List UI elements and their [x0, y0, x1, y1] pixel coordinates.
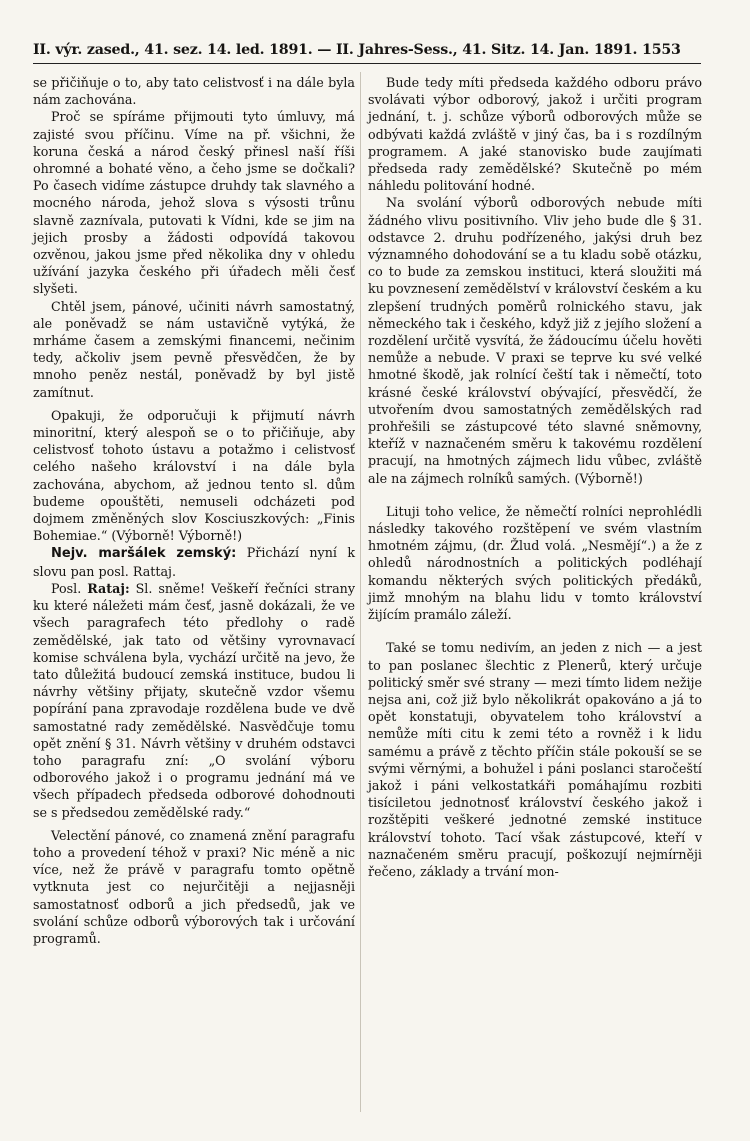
paragraph: Bude tedy míti předseda každého odboru právo svolávati výbor odborový, jakož i určiti program jednání, t. j. schůze výborů odborových může se odbývati každá zvláště v jiný čas, ba i s rozdílným programem. A jaké stanovisko bude zaujímati předseda rady zemědělské? Skutečně po mém náhledu politování hodné.	[368, 75, 702, 194]
paragraph: se přičiňuje o to, aby tato celistvosť i na dále byla nám zachována.	[33, 75, 355, 108]
paragraph: Proč se spíráme přijmouti tyto úmluvy, má zajisté svou příčinu. Víme na př. všichni, že koruna česká a národ český přinesl naší říši ohromné a bohaté věno, a čeho jsme se dočkali? Po časech vidíme zástupce druhdy tak slavného a mocného národa, jehož slova s výsosti trůnu slavně zaznívala, putovati k Vídni, kde se jim na jejich prosby a žádosti odpovídá takovou ozvěnou, jakou jsme před několika dny v ohledu užívání jazyka českého při úřadech měli česť slyšeti.	[33, 109, 355, 297]
paragraph: Lituji toho velice, že němečtí rolníci neprohlédli následky takového rozštěpení ve svém vlastním hmotném zájmu, (dr. Žlud volá. „Nesmějí“.) a že z ohledů národnostních a politických podléhají komandu některých svých politických předáků, jimž mnohým na blahu lidu v tomto království žijícím pramálo záleží.	[368, 503, 702, 623]
paragraph: Také se tomu nedivím, an jeden z nich — a jest to pan poslanec šlechtic z Plenerů, který určuje politický směr své strany — mezi tímto lidem nežije nejsa ani, což již bylo několikrát opakováno a já to opět konstatuji, obyvatelem toho království a nemůže míti citu k zemi této a rovněž i k lidu samému a právě z těchto příčin stále pokouší se se svými věrnými, a bohužel i páni poslanci staročeští jakož i páni velkostatkáři pomáhajímu rozbiti tisíciletou jednotnosť království českého jakož i rozštěpiti veškeré jednotné zemské instituce království tohoto. Tací však zástupcové, kteří v naznačeném směru pracují, poškozují nejmírněji řečeno, základy a trvání mon-	[368, 640, 702, 879]
right-column	[368, 74, 702, 880]
speech-paragraph	[33, 544, 355, 579]
speaker-prefix: Posl.	[51, 580, 88, 596]
speech-paragraph	[33, 580, 355, 821]
speech-text: Přichází nyní k slovu pan posl. Rattaj.	[33, 545, 356, 579]
speaker-name: Nejv. maršálek zemský:	[51, 546, 237, 562]
left-column	[33, 74, 355, 947]
header-rule	[33, 63, 701, 64]
speaker-name: Rataj:	[87, 580, 130, 596]
paragraph: Na svolání výborů odborových nebude míti žádného vlivu positivního. Vliv jeho bude dle § 31. odstavce 2. druhu podřízeného, jakýsi druh bez významného dohodování se a tu kladu sobě otázku, co to bude za zemskou instituci, která sloužiti má ku povznesení zemědělství v království českém a ku zlepšení trudných poměrů rolnického stavu, jak německého tak i českého, když již z jejího složení a rozdělení určitě vysvítá, že žádoucímu účelu hověti nemůže a nebude. V praxi se teprve ku své velké hmotné škodě, jak rolnící čeští tak i němečtí, toto krásné české království obývající, přesvědčí, že utvořením dvou samostatných zemědělských rad prohřešili se zástupcové této slavné sněmovny, kteříž v naznačeném směru k takovému rozdělení pracují, na hmotných zájmech lidu vůbec, zvláště ale na zájmech rolníků samých. (Výborně!)	[368, 195, 702, 486]
page-header: II. výr. zased., 41. sez. 14. led. 1891. — II. Jahres-Sess., 41. Sitz. 14. Jan. 1891. 1553	[33, 42, 681, 58]
speech-text: Sl. sněme! Veškeří řečníci strany ku které náležeti mám česť, jasně dokázali, že ve všech paragrafech této předlohy o radě zemědělské, jak tato od většiny vyrovnavací komise schválena byla, vychází určitě na jevo, že tato důležitá budoucí zemská instituce, budou li návrhy většiny přijaty, skutečně vzdor všemu popírání pana zpravodaje rozdělena bude ve dvě samostatné rady zemědělské. Nasvědčuje tomu opět znění § 31. Návrh většiny v druhém odstavci toho paragrafu zní: „O svolání výboru odborového jakož i o programu jednání má ve všech případech předseda odborové dohodnouti se s předsedou zemědělské rady.“	[33, 580, 355, 820]
paragraph: Opakuji, že odporučuji k přijmutí návrh minoritní, který alespoň se o to přičiňuje, aby celistvosť tohoto ústavu a potažmo i celistvosť celého našeho království i na dále byla zachována, abychom, až jednou tento sl. dům budeme opouštěti, nemuseli odcházeti pod dojmem změněných slov Kosciuszkových: „Finis Bohemiae.“ (Výborně! Výborně!)	[33, 407, 355, 544]
column-divider	[360, 72, 361, 1112]
paragraph: Velectění pánové, co znamená znění paragrafu toho a provedení téhož v praxi? Nic méně a nic více, než že právě v paragrafu tomto opětně vytknuta jest co nejurčitěji a nejjasněji samostatnosť odborů a jich předsedů, jak ve svolání schůze odborů výborových tak i určování programů.	[33, 827, 355, 946]
paragraph: Chtěl jsem, pánové, učiniti návrh samostatný, ale poněvadž se nám ustavičně vytýká, že mrháme časem a zemskými financemi, nečinim tedy, ačkoliv jsem pevně přesvědčen, že by mnoho peněz nestál, poněvadž by byl jistě zamítnut.	[33, 298, 355, 400]
